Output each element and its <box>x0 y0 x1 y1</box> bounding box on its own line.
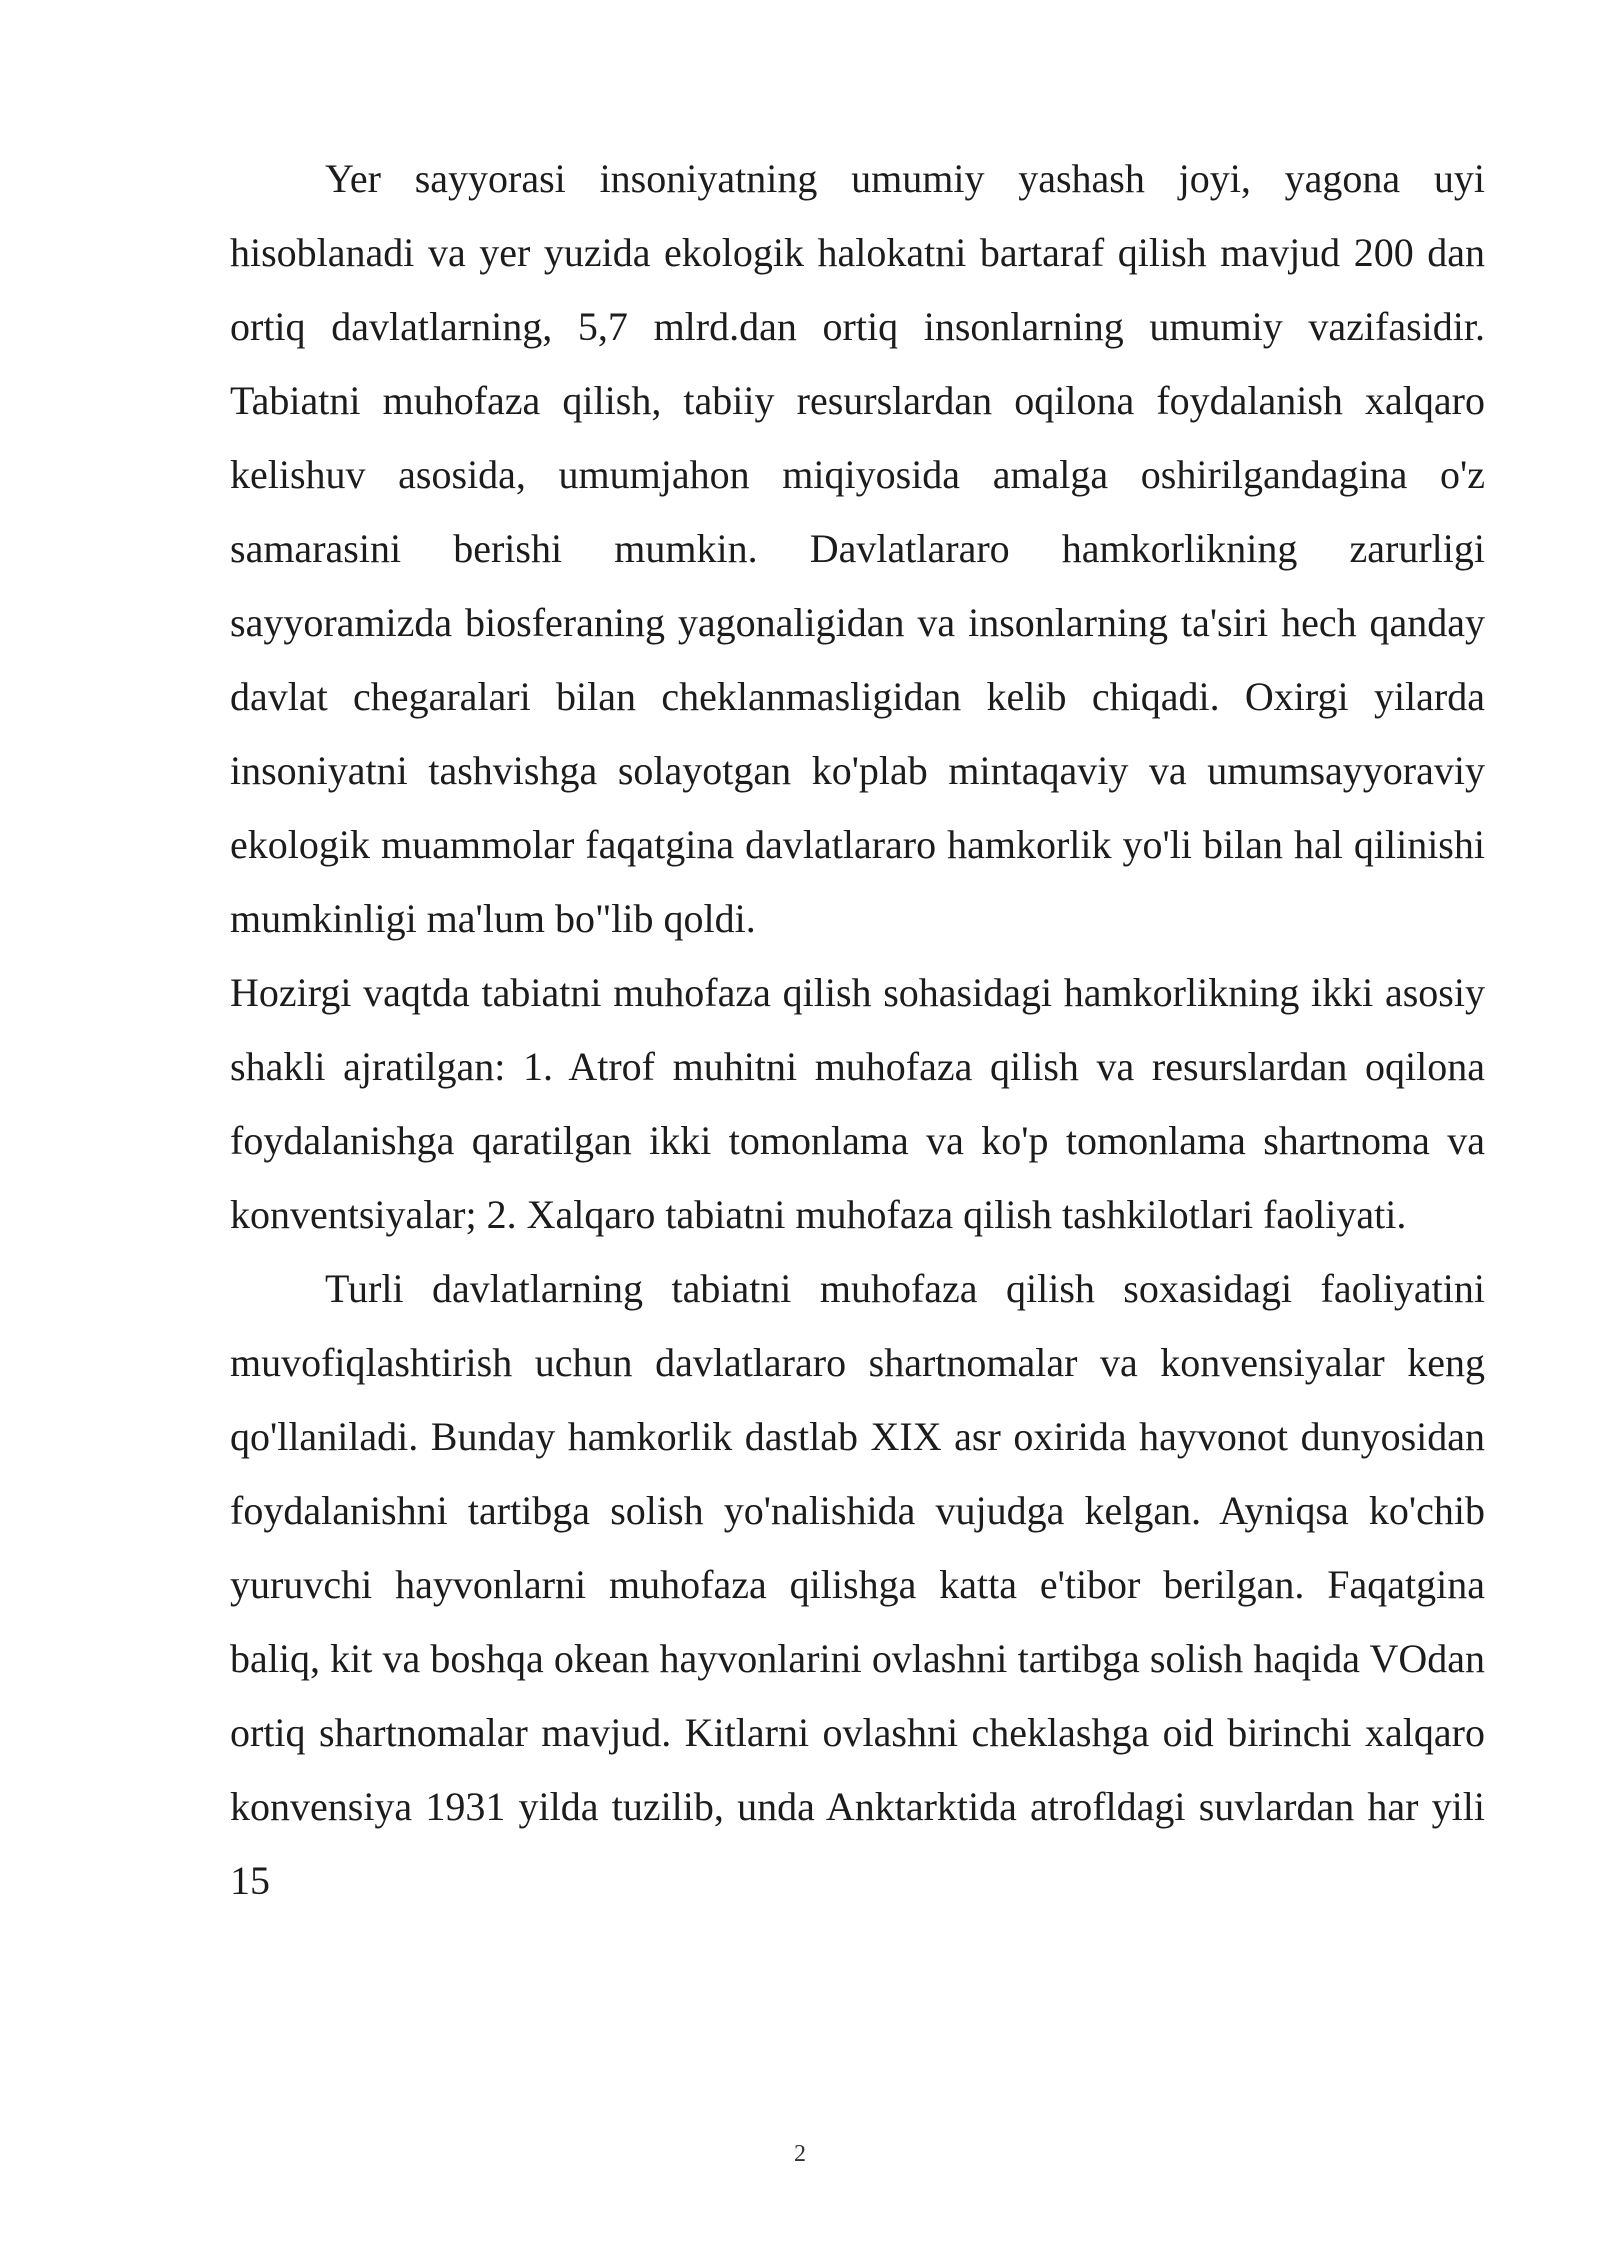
paragraph-1: Yer sayyorasi insoniyatning umumiy yashash joyi, yagona uyi hisoblanadi va yer yuzida ekologik halokatni bartaraf qilish mavjud 200 dan ortiq davlatlarning, 5,7 mlrd.dan ortiq insonlarning umumiy vazifasidir. Tabiatni muhofaza qilish, tabiiy resurslardan oqilona foydalanish xalqaro kelishuv asosida, umumjahon miqiyosida amalga oshirilgandagina o'z samarasini berishi mumkin. Davlatlararo hamkorlikning zarurligi sayyoramizda biosferaning yagonaligidan va insonlarning ta'siri hech qanday davlat chegaralari bilan cheklanmasligidan kelib chiqadi. Oxirgi yilarda insoniyatni tashvishga solayotgan ko'plab mintaqaviy va umumsayyoraviy ekologik muammolar faqatgina davlatlararo hamkorlik yo'li bilan hal qilinishi mumkinligi ma'lum bo"lib qoldi. <box>230 156 1485 941</box>
page-number: 2 <box>794 2141 806 2167</box>
paragraph-2: Hozirgi vaqtda tabiatni muhofaza qilish sohasidagi hamkorlikning ikki asosiy shakli ajratilgan: 1. Atrof muhitni muhofaza qilish va resurslardan oqilona foydalanishga qaratilgan ikki tomonlama va ko'p tomonlama shartnoma va konventsiyalar; 2. Xalqaro tabiatni muhofaza qilish tashkilotlari faoliyati. <box>230 970 1485 1237</box>
paragraph-3: Turli davlatlarning tabiatni muhofaza qilish soxasidagi faoliyatini muvofiqlashtirish uchun davlatlararo shartnomalar va konvensiyalar keng qo'llaniladi. Bunday hamkorlik dastlab XIX asr oxirida hayvonot dunyosidan foydalanishni tartibga solish yo'nalishida vujudga kelgan. Ayniqsa ko'chib yuruvchi hayvonlarni muhofaza qilishga katta e'tibor berilgan. Faqatgina baliq, kit va boshqa okean hayvonlarini ovlashni tartibga solish haqida VOdan ortiq shartnomalar mavjud. Kitlarni ovlashni cheklashga oid birinchi xalqaro konvensiya 1931 yilda tuzilib, unda Anktarktida atrofldagi suvlardan har yili 15 <box>230 1266 1485 1903</box>
body-text <box>230 142 1485 1918</box>
